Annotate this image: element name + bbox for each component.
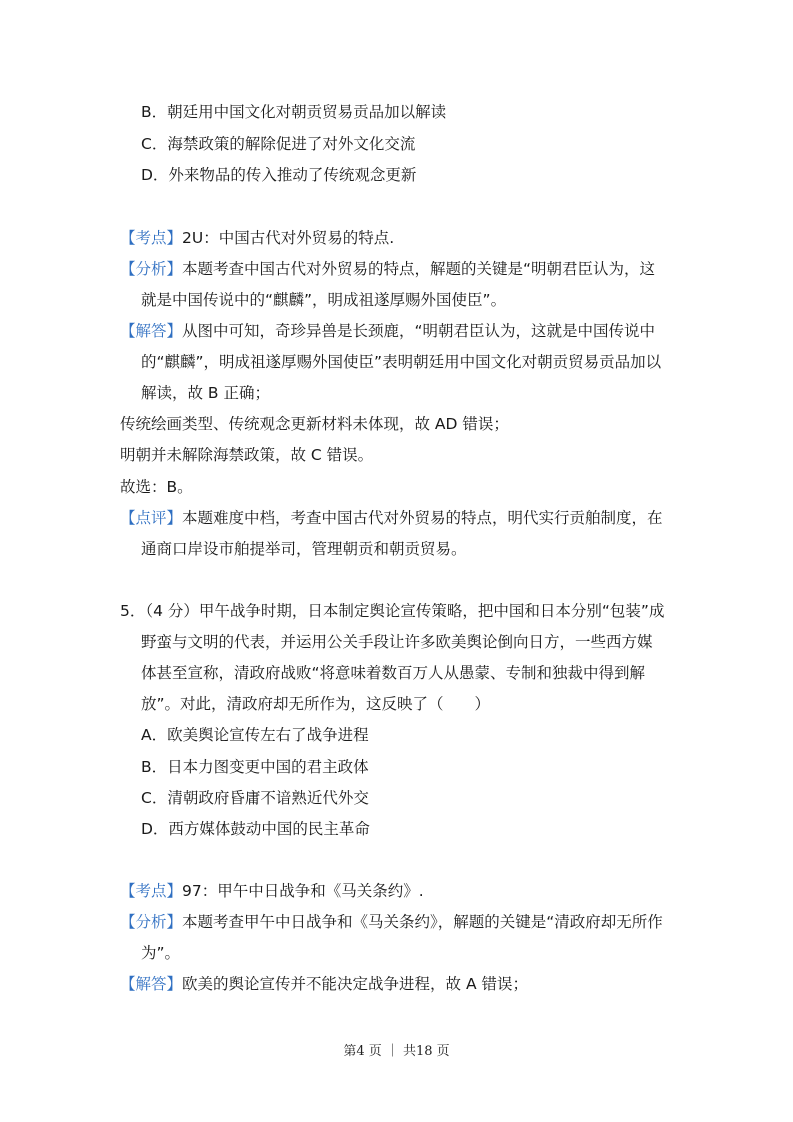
kaodian-line <box>120 881 424 901</box>
question-stem: 5．（4 分）甲午战争时期，日本制定舆论宣传策略，把中国和日本分别“包装”成 <box>120 602 665 620</box>
kaodian-text: 2U：中国古代对外贸易的特点. <box>182 229 395 247</box>
page-footer: 第4 页 ｜ 共18 页 <box>343 1044 450 1059</box>
kaodian-line <box>120 228 394 248</box>
answer-choice: 故选：B。 <box>120 478 193 496</box>
fenxi-text: 本题考查中国古代对外贸易的特点，解题的关键是“明朝君臣认为，这 <box>182 260 656 278</box>
option-d: D．西方媒体鼓动中国的民主革命 <box>141 820 370 838</box>
fenxi-line <box>120 259 655 279</box>
jieda-tag: 【解答】 <box>120 322 183 340</box>
option-a: A．欧美舆论宣传左右了战争进程 <box>141 726 369 744</box>
fenxi-line <box>120 912 663 932</box>
jieda-line <box>120 974 528 994</box>
jieda-text-cont: 解读，故 B 正确； <box>141 384 270 402</box>
kaodian-tag: 【考点】 <box>120 229 183 247</box>
option-b: B．朝廷用中国文化对朝贡贸易贡品加以解读 <box>141 103 447 121</box>
jieda-ad: 传统绘画类型、传统观念更新材料未体现，故 AD 错误； <box>120 415 509 433</box>
jieda-text-cont: 的“麒麟”，明成祖遂厚赐外国使臣”表明朝廷用中国文化对朝贡贸易贡品加以 <box>141 353 662 371</box>
question-stem-cont: 野蛮与文明的代表，并运用公关手段让许多欧美舆论倒向日方，一些西方媒 <box>141 633 653 651</box>
question-stem-cont: 放”。对此，清政府却无所作为，这反映了（ ） <box>141 695 491 713</box>
jieda-text: 欧美的舆论宣传并不能决定战争进程，故 A 错误； <box>182 975 528 993</box>
dianping-tag: 【点评】 <box>120 509 183 527</box>
fenxi-tag: 【分析】 <box>120 913 183 931</box>
kaodian-text: 97：甲午中日战争和《马关条约》. <box>182 882 424 900</box>
option-c: C．海禁政策的解除促进了对外文化交流 <box>141 135 416 153</box>
fenxi-text-cont: 就是中国传说中的“麒麟”，明成祖遂厚赐外国使臣”。 <box>141 291 507 309</box>
fenxi-tag: 【分析】 <box>120 260 183 278</box>
question-stem-cont: 体甚至宣称，清政府战败“将意味着数百万人从愚蒙、专制和独裁中得到解 <box>141 664 646 682</box>
jieda-tag: 【解答】 <box>120 975 183 993</box>
option-b: B．日本力图变更中国的君主政体 <box>141 758 369 776</box>
option-c: C．清朝政府昏庸不谙熟近代外交 <box>141 789 369 807</box>
fenxi-text-cont: 为”。 <box>141 944 181 962</box>
dianping-text: 本题难度中档，考查中国古代对外贸易的特点，明代实行贡舶制度，在 <box>182 509 663 527</box>
kaodian-tag: 【考点】 <box>120 882 183 900</box>
jieda-c: 明朝并未解除海禁政策，故 C 错误。 <box>120 446 374 464</box>
option-d: D．外来物品的传入推动了传统观念更新 <box>141 166 417 184</box>
dianping-text-cont: 通商口岸设市舶提举司，管理朝贡和朝贡贸易。 <box>141 540 467 558</box>
jieda-line <box>120 321 655 341</box>
jieda-text: 从图中可知，奇珍异兽是长颈鹿，“明朝君臣认为，这就是中国传说中 <box>182 322 656 340</box>
fenxi-text: 本题考查甲午中日战争和《马关条约》，解题的关键是“清政府却无所作 <box>182 913 663 931</box>
dianping-line <box>120 508 663 528</box>
